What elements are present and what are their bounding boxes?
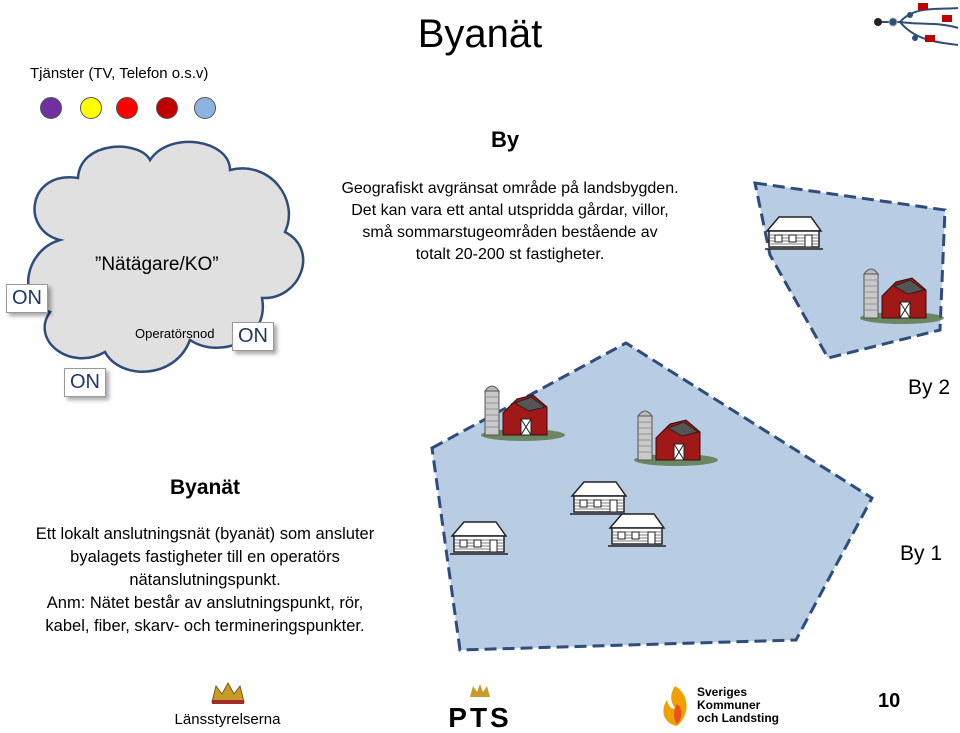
services-label: Tjänster (TV, Telefon o.s.v): [30, 65, 209, 82]
crown-icon: [208, 680, 248, 706]
skl-flame-icon: [655, 684, 695, 728]
byanat-desc-line: nätanslutningspunkt.: [129, 571, 281, 589]
house-icon: [570, 482, 628, 514]
skl-line: och Landsting: [697, 711, 779, 725]
by-desc-line: Geografiskt avgränsat område på landsbygden.: [341, 180, 679, 197]
by-heading: By: [490, 127, 520, 152]
by-desc-line: Det kan vara ett antal utspridda gårdar, villor,: [351, 202, 669, 219]
operator-node-label: Operatörsnod: [135, 326, 215, 341]
village-by1-label: By 1: [900, 542, 943, 565]
by-desc-line: små sommarstugeområden bestående av: [362, 224, 658, 241]
house-icon: [450, 522, 508, 554]
page-number: 10: [878, 690, 901, 712]
village-by2-label: By 2: [908, 376, 951, 399]
byanat-desc-line: Anm: Nätet består av anslutningspunkt, rör,: [46, 594, 364, 612]
page-title: Byanät: [417, 12, 543, 56]
byanat-desc-line: kabel, fiber, skarv- och termineringspunkter.: [45, 617, 365, 635]
lansstyrelsen-text: Länsstyrelserna: [174, 711, 281, 728]
house-icon: [765, 217, 823, 249]
operator-node-box-left: ON: [6, 284, 48, 313]
skl-line: Kommuner: [697, 698, 761, 712]
house-icon: [608, 514, 666, 546]
cloud-label-text: Nätägare/KO: [101, 254, 213, 275]
skl-line: Sveriges: [697, 685, 748, 699]
pts-logo: [440, 683, 520, 732]
crown-icon: [467, 683, 493, 699]
farm-icon: [634, 411, 718, 466]
byanat-desc-line: byalagets fastigheter till en operatörs: [70, 548, 340, 566]
farm-icon: [860, 269, 944, 324]
lansstyrelsen-logo: [170, 680, 285, 728]
operator-node-box-bottom: ON: [64, 368, 106, 397]
cloud-label: ”Nätägare/KO”: [95, 254, 219, 275]
farm-icon: [481, 386, 565, 441]
byanat-desc-line: Ett lokalt anslutningsnät (byanät) som ansluter: [35, 525, 375, 543]
skl-text: [697, 686, 779, 725]
by-desc-line: totalt 20-200 st fastigheter.: [415, 246, 605, 263]
pts-text: PTS: [448, 702, 512, 733]
byanat-heading: Byanät: [169, 476, 241, 499]
operator-node-box-cloud: ON: [232, 322, 274, 351]
